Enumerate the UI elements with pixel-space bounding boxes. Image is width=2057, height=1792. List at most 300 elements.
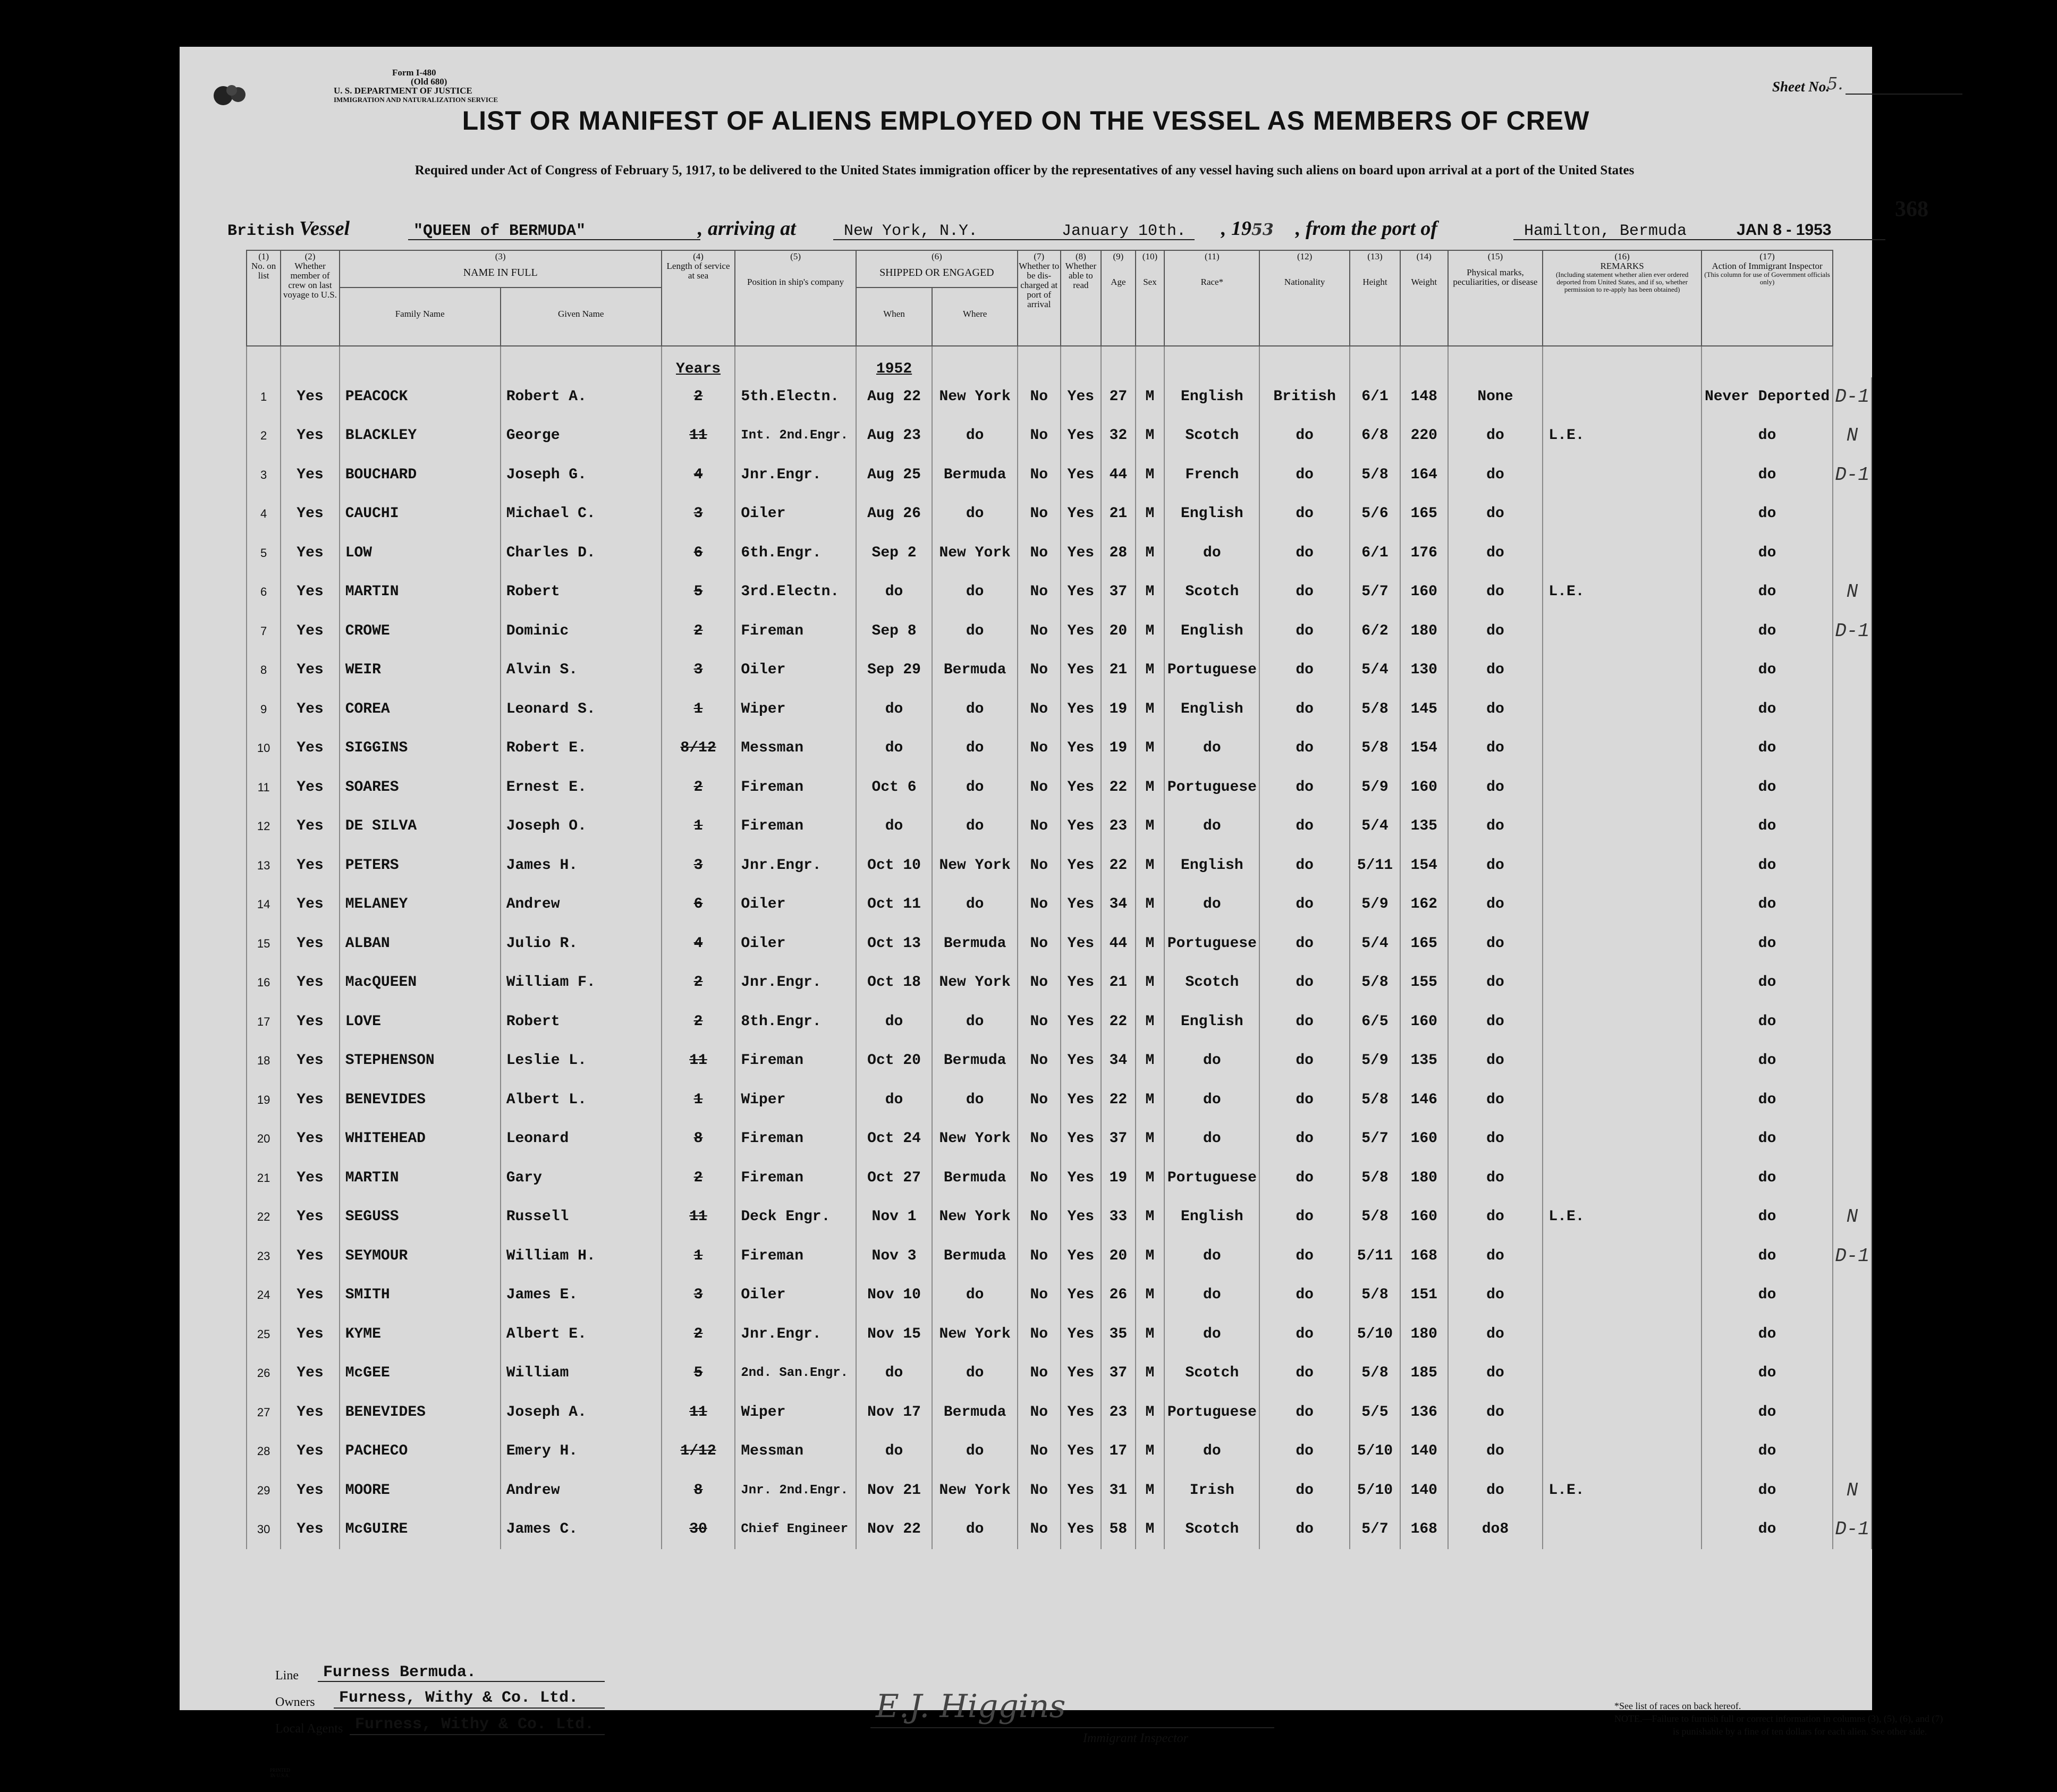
departure-date-stamp: JAN 8 - 1953 — [1737, 221, 1832, 239]
race: do — [1164, 1237, 1259, 1276]
sex: M — [1136, 651, 1165, 690]
service-years: 3 — [662, 495, 735, 534]
weight: 160 — [1400, 573, 1447, 612]
weight: 180 — [1400, 1315, 1447, 1354]
height: 6/5 — [1350, 1002, 1400, 1042]
prior-voyage: Yes — [281, 807, 339, 847]
age: 22 — [1101, 1080, 1135, 1120]
nationality: do — [1259, 1080, 1349, 1120]
sex: M — [1136, 963, 1165, 1003]
table-row — [247, 377, 1872, 417]
service-years: 6 — [662, 885, 735, 925]
shipped-when: Oct 24 — [856, 1120, 933, 1159]
race: Scotch — [1164, 417, 1259, 456]
printer-mark: PRINTED IN U.S.A. — [270, 1768, 290, 1778]
service-years: 3 — [662, 846, 735, 885]
given-name: George — [501, 417, 662, 456]
row-number: 13 — [247, 846, 281, 885]
shipped-when: do — [856, 1354, 933, 1393]
remarks: do — [1702, 1393, 1833, 1432]
weight: 148 — [1400, 377, 1447, 417]
inspector-action — [1833, 1080, 1872, 1120]
weight: 165 — [1400, 924, 1447, 963]
given-name: Andrew — [501, 885, 662, 925]
nationality: do — [1259, 1120, 1349, 1159]
service-years: 8 — [662, 1471, 735, 1510]
age: 23 — [1101, 1393, 1135, 1432]
weight: 130 — [1400, 651, 1447, 690]
col-sex: (10) Sex — [1136, 250, 1165, 346]
position: Messman — [735, 1432, 856, 1472]
vessel-name: "QUEEN of BERMUDA" — [413, 222, 586, 240]
family-name: BENEVIDES — [340, 1080, 501, 1120]
shipped-when: do — [856, 690, 933, 729]
height: 6/1 — [1350, 377, 1400, 417]
col-family-name: Family Name — [340, 288, 501, 346]
inspector-action — [1833, 1120, 1872, 1159]
shipped-where: do — [932, 573, 1018, 612]
weight: 135 — [1400, 807, 1447, 847]
height: 5/6 — [1350, 495, 1400, 534]
shipped-when: Oct 11 — [856, 885, 933, 925]
family-name: PETERS — [340, 846, 501, 885]
nationality: do — [1259, 690, 1349, 729]
col-age: (9) Age — [1101, 250, 1135, 346]
shipped-when: Nov 15 — [856, 1315, 933, 1354]
family-name: BENEVIDES — [340, 1393, 501, 1432]
position: 2nd. San.Engr. — [735, 1354, 856, 1393]
age: 31 — [1101, 1471, 1135, 1510]
physical-marks: do — [1448, 651, 1543, 690]
col-no: (1) No. on list — [247, 250, 281, 346]
sex: M — [1136, 1354, 1165, 1393]
physical-marks: do — [1448, 612, 1543, 651]
owners-value: Furness, Withy & Co. Ltd. — [339, 1689, 579, 1707]
given-name: William — [501, 1354, 662, 1393]
position: Fireman — [735, 1042, 856, 1081]
inspector-action — [1833, 1159, 1872, 1198]
shipped-when: Oct 6 — [856, 768, 933, 807]
race: English — [1164, 612, 1259, 651]
race: English — [1164, 1198, 1259, 1237]
row-number: 20 — [247, 1120, 281, 1159]
discharged: No — [1018, 417, 1061, 456]
height: 5/9 — [1350, 885, 1400, 925]
shipped-where: New York — [932, 1198, 1018, 1237]
col-service: (4) Length of service at sea — [662, 250, 735, 346]
service-years: 4 — [662, 455, 735, 495]
height: 5/8 — [1350, 1198, 1400, 1237]
service: IMMIGRATION AND NATURALIZATION SERVICE — [334, 96, 498, 104]
age: 37 — [1101, 573, 1135, 612]
able-to-read: Yes — [1061, 1159, 1102, 1198]
service-years: 11 — [662, 1393, 735, 1432]
age: 27 — [1101, 377, 1135, 417]
service-years: 5 — [662, 1354, 735, 1393]
height: 5/11 — [1350, 1237, 1400, 1276]
sex: M — [1136, 768, 1165, 807]
race: Scotch — [1164, 1510, 1259, 1550]
shipped-where: do — [932, 1080, 1018, 1120]
shipped-where: New York — [932, 534, 1018, 573]
table-row — [247, 1237, 1872, 1276]
row-number: 28 — [247, 1432, 281, 1472]
inspector-action: D-1 — [1833, 455, 1872, 495]
family-name: SEYMOUR — [340, 1237, 501, 1276]
line-value: Furness Bermuda. — [323, 1663, 477, 1681]
given-name: Robert — [501, 1002, 662, 1042]
shipped-when: Aug 25 — [856, 455, 933, 495]
remarks-flag: L.E. — [1543, 1198, 1702, 1237]
able-to-read: Yes — [1061, 455, 1102, 495]
given-name: Robert E. — [501, 729, 662, 768]
remarks: do — [1702, 1315, 1833, 1354]
inspector-action — [1833, 846, 1872, 885]
service-years: 8/12 — [662, 729, 735, 768]
race: do — [1164, 885, 1259, 925]
discharged: No — [1018, 1276, 1061, 1315]
family-name: BLACKLEY — [340, 417, 501, 456]
col-remarks: (16) REMARKS (Including statement whether alien ever ordered deported from United States, and if so, whether permission to re-apply has been obtained) — [1543, 250, 1702, 346]
weight: 176 — [1400, 534, 1447, 573]
remarks-flag — [1543, 885, 1702, 925]
shipped-when: Oct 18 — [856, 963, 933, 1003]
race: French — [1164, 455, 1259, 495]
sex: M — [1136, 924, 1165, 963]
physical-marks: do — [1448, 690, 1543, 729]
service-years: 3 — [662, 1276, 735, 1315]
physical-marks: do — [1448, 963, 1543, 1003]
prior-voyage: Yes — [281, 1354, 339, 1393]
race: English — [1164, 690, 1259, 729]
inspector-action: D-1 — [1833, 1237, 1872, 1276]
height: 5/8 — [1350, 729, 1400, 768]
nationality: do — [1259, 1276, 1349, 1315]
remarks-flag — [1543, 1002, 1702, 1042]
crew-rows — [247, 346, 1872, 1549]
position: 5th.Electn. — [735, 377, 856, 417]
row-number: 24 — [247, 1276, 281, 1315]
shipped-where: do — [932, 729, 1018, 768]
remarks: do — [1702, 1276, 1833, 1315]
table-row — [247, 1276, 1872, 1315]
discharged: No — [1018, 612, 1061, 651]
shipped-where: Bermuda — [932, 455, 1018, 495]
nationality: do — [1259, 455, 1349, 495]
height: 5/7 — [1350, 573, 1400, 612]
line-label: Line — [275, 1669, 299, 1683]
sex: M — [1136, 612, 1165, 651]
race: English — [1164, 377, 1259, 417]
table-row — [247, 729, 1872, 768]
nationality: do — [1259, 612, 1349, 651]
age: 19 — [1101, 1159, 1135, 1198]
physical-marks: do — [1448, 1198, 1543, 1237]
row-number: 22 — [247, 1198, 281, 1237]
remarks-flag — [1543, 455, 1702, 495]
col-given-name: Given Name — [501, 288, 662, 346]
physical-marks: do — [1448, 573, 1543, 612]
height: 5/7 — [1350, 1120, 1400, 1159]
inspector-action — [1833, 1002, 1872, 1042]
discharged: No — [1018, 807, 1061, 847]
remarks-flag — [1543, 377, 1702, 417]
given-name: Ernest E. — [501, 768, 662, 807]
age: 21 — [1101, 651, 1135, 690]
position: Jnr.Engr. — [735, 455, 856, 495]
discharged: No — [1018, 377, 1061, 417]
inspector-action: N — [1833, 1198, 1872, 1237]
position: Chief Engineer — [735, 1510, 856, 1550]
able-to-read: Yes — [1061, 1276, 1102, 1315]
table-row — [247, 846, 1872, 885]
discharged: No — [1018, 885, 1061, 925]
position: Fireman — [735, 1237, 856, 1276]
row-number: 5 — [247, 534, 281, 573]
row-number: 1 — [247, 377, 281, 417]
able-to-read: Yes — [1061, 768, 1102, 807]
col-shipped: (6) SHIPPED OR ENGAGED — [856, 250, 1018, 288]
remarks: do — [1702, 1471, 1833, 1510]
able-to-read: Yes — [1061, 573, 1102, 612]
table-row — [247, 807, 1872, 847]
sex: M — [1136, 1432, 1165, 1472]
service-years: 8 — [662, 1120, 735, 1159]
table-row — [247, 963, 1872, 1003]
age: 23 — [1101, 807, 1135, 847]
shipped-when: Oct 20 — [856, 1042, 933, 1081]
able-to-read: Yes — [1061, 534, 1102, 573]
height: 5/8 — [1350, 1276, 1400, 1315]
given-name: Robert — [501, 573, 662, 612]
row-number: 18 — [247, 1042, 281, 1081]
age: 19 — [1101, 690, 1135, 729]
family-name: PEACOCK — [340, 377, 501, 417]
table-row — [247, 573, 1872, 612]
col-where: Where — [932, 288, 1018, 346]
able-to-read: Yes — [1061, 690, 1102, 729]
row-number: 14 — [247, 885, 281, 925]
footer-notes: *See list of races on back hereof. NOTE.—Failure to furnish full or correct information in columns (3), (5), (6), and (7) is punishable by a fine of ten dollars for each alien. See other side. — [1614, 1701, 1943, 1737]
arrival-port: New York, N.Y. — [844, 222, 978, 240]
remarks-flag: L.E. — [1543, 1471, 1702, 1510]
remarks-flag — [1543, 729, 1702, 768]
remarks-flag — [1543, 534, 1702, 573]
able-to-read: Yes — [1061, 1042, 1102, 1081]
service-years: 30 — [662, 1510, 735, 1550]
sex: M — [1136, 1080, 1165, 1120]
family-name: BOUCHARD — [340, 455, 501, 495]
given-name: Dominic — [501, 612, 662, 651]
given-name: William F. — [501, 963, 662, 1003]
inspector-action: D-1 — [1833, 1510, 1872, 1550]
sex: M — [1136, 729, 1165, 768]
shipped-where: do — [932, 1354, 1018, 1393]
physical-marks: do — [1448, 1120, 1543, 1159]
able-to-read: Yes — [1061, 417, 1102, 456]
able-to-read: Yes — [1061, 1510, 1102, 1550]
nationality: do — [1259, 1002, 1349, 1042]
race: do — [1164, 1276, 1259, 1315]
page-stamp-number: 368 — [1895, 197, 1928, 222]
shipped-where: do — [932, 612, 1018, 651]
shipped-where: do — [932, 1510, 1018, 1550]
nationality: do — [1259, 1432, 1349, 1472]
race: English — [1164, 1002, 1259, 1042]
shipped-where: Bermuda — [932, 1393, 1018, 1432]
row-number: 19 — [247, 1080, 281, 1120]
nationality: do — [1259, 1393, 1349, 1432]
remarks-flag — [1543, 963, 1702, 1003]
remarks-flag — [1543, 768, 1702, 807]
nationality: do — [1259, 1159, 1349, 1198]
prior-voyage: Yes — [281, 1237, 339, 1276]
row-number: 3 — [247, 455, 281, 495]
prior-voyage: Yes — [281, 1315, 339, 1354]
physical-marks: do — [1448, 1432, 1543, 1472]
age: 22 — [1101, 846, 1135, 885]
able-to-read: Yes — [1061, 963, 1102, 1003]
nationality: do — [1259, 768, 1349, 807]
sex: M — [1136, 1237, 1165, 1276]
physical-marks: do — [1448, 1080, 1543, 1120]
race: do — [1164, 1315, 1259, 1354]
arrival-year: , 1953 — [1221, 217, 1274, 240]
shipped-when: Sep 2 — [856, 534, 933, 573]
age: 44 — [1101, 455, 1135, 495]
owners-label: Owners — [275, 1695, 315, 1709]
position: 8th.Engr. — [735, 1002, 856, 1042]
age: 35 — [1101, 1315, 1135, 1354]
remarks-flag — [1543, 1315, 1702, 1354]
shipped-when: Sep 29 — [856, 651, 933, 690]
height: 5/7 — [1350, 1510, 1400, 1550]
given-name: Gary — [501, 1159, 662, 1198]
vessel-label: Vessel — [299, 217, 350, 240]
prior-voyage: Yes — [281, 1432, 339, 1472]
shipped-where: Bermuda — [932, 1042, 1018, 1081]
table-row — [247, 612, 1872, 651]
shipped-where: do — [932, 885, 1018, 925]
given-name: Albert E. — [501, 1315, 662, 1354]
family-name: SIGGINS — [340, 729, 501, 768]
position: Messman — [735, 729, 856, 768]
service-years: 1 — [662, 1080, 735, 1120]
height: 5/4 — [1350, 807, 1400, 847]
age: 19 — [1101, 729, 1135, 768]
weight: 164 — [1400, 455, 1447, 495]
remarks-flag — [1543, 1042, 1702, 1081]
height: 5/10 — [1350, 1432, 1400, 1472]
remarks: do — [1702, 768, 1833, 807]
service-years: 3 — [662, 651, 735, 690]
inspector-action: D-1 — [1833, 612, 1872, 651]
height: 5/8 — [1350, 455, 1400, 495]
row-number: 25 — [247, 1315, 281, 1354]
service-years: 2 — [662, 1315, 735, 1354]
nationality: do — [1259, 846, 1349, 885]
remarks: do — [1702, 924, 1833, 963]
family-name: PACHECO — [340, 1432, 501, 1472]
sex: M — [1136, 1276, 1165, 1315]
race: English — [1164, 495, 1259, 534]
row-number: 10 — [247, 729, 281, 768]
nationality: do — [1259, 885, 1349, 925]
service-years: 1 — [662, 807, 735, 847]
family-name: SEGUSS — [340, 1198, 501, 1237]
age: 58 — [1101, 1510, 1135, 1550]
nationality: do — [1259, 924, 1349, 963]
physical-marks: do — [1448, 885, 1543, 925]
shipped-when: do — [856, 1002, 933, 1042]
service-years: 6 — [662, 534, 735, 573]
race: Irish — [1164, 1471, 1259, 1510]
col-weight: (14) Weight — [1400, 250, 1447, 346]
row-number: 17 — [247, 1002, 281, 1042]
height: 6/8 — [1350, 417, 1400, 456]
able-to-read: Yes — [1061, 651, 1102, 690]
discharged: No — [1018, 1393, 1061, 1432]
sex: M — [1136, 1120, 1165, 1159]
row-number: 11 — [247, 768, 281, 807]
remarks: do — [1702, 729, 1833, 768]
service-years: 1 — [662, 1237, 735, 1276]
position: Oiler — [735, 1276, 856, 1315]
service-years: 1 — [662, 690, 735, 729]
shipped-where: Bermuda — [932, 1159, 1018, 1198]
discharged: No — [1018, 1510, 1061, 1550]
weight: 155 — [1400, 963, 1447, 1003]
physical-marks: do — [1448, 534, 1543, 573]
remarks: do — [1702, 1510, 1833, 1550]
given-name: Joseph O. — [501, 807, 662, 847]
remarks-flag — [1543, 690, 1702, 729]
row-number: 26 — [247, 1354, 281, 1393]
position: Oiler — [735, 495, 856, 534]
remarks: do — [1702, 807, 1833, 847]
shipped-where: New York — [932, 846, 1018, 885]
discharged: No — [1018, 963, 1061, 1003]
family-name: STEPHENSON — [340, 1042, 501, 1081]
nationality: do — [1259, 807, 1349, 847]
position: Wiper — [735, 1393, 856, 1432]
age: 34 — [1101, 1042, 1135, 1081]
age: 20 — [1101, 612, 1135, 651]
weight: 140 — [1400, 1432, 1447, 1472]
prior-voyage: Yes — [281, 1471, 339, 1510]
weight: 160 — [1400, 768, 1447, 807]
physical-marks: do — [1448, 1042, 1543, 1081]
race: Portuguese — [1164, 1393, 1259, 1432]
race: do — [1164, 1080, 1259, 1120]
table-row — [247, 1198, 1872, 1237]
able-to-read: Yes — [1061, 1237, 1102, 1276]
sheet-label: Sheet No. — [1772, 79, 1830, 95]
physical-marks: do — [1448, 924, 1543, 963]
height: 5/8 — [1350, 1354, 1400, 1393]
weight: 168 — [1400, 1510, 1447, 1550]
sex: M — [1136, 1471, 1165, 1510]
prior-voyage: Yes — [281, 768, 339, 807]
remarks: do — [1702, 1080, 1833, 1120]
nationality: do — [1259, 1510, 1349, 1550]
remarks-flag — [1543, 1237, 1702, 1276]
shipped-where: Bermuda — [932, 1237, 1018, 1276]
given-name: Robert A. — [501, 377, 662, 417]
given-name: James H. — [501, 846, 662, 885]
remarks-flag — [1543, 1432, 1702, 1472]
height: 5/8 — [1350, 690, 1400, 729]
